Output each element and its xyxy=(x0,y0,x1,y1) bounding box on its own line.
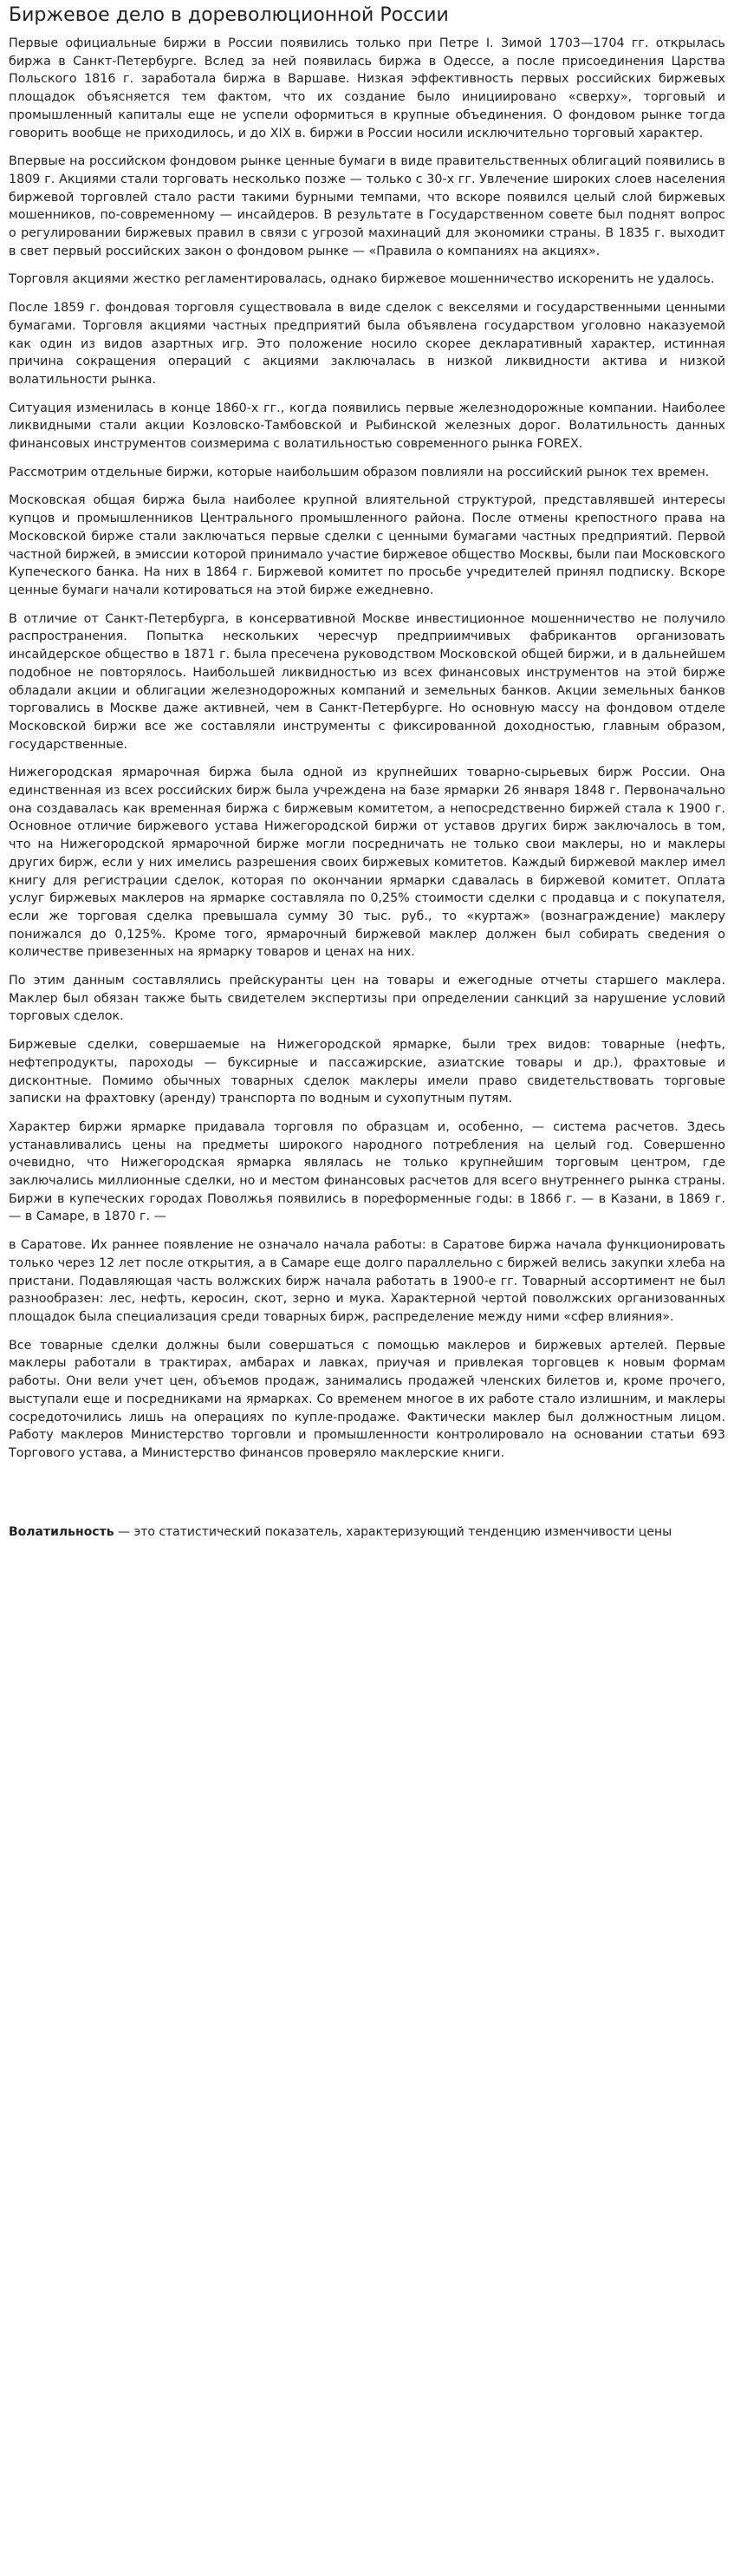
footnote xyxy=(9,1523,725,1542)
paragraph-14: Все товарные сделки должны были совершаться с помощью маклеров и биржевых артелей. Первые маклеры работали в трактирах, амбарах и лавках, приучая и привлекая торговцев к новым формам работы. Они вели учет цен, объемов продаж, занимались продажей членских билетов и, кроме прочего, выступали еще и посредниками на ярмарках. Со временем многое в их работе стало излишним, и маклеры сосредоточились лишь на операциях по купле-продаже. Фактически маклер был должностным лицом. Работу маклеров Министерство торговли и промышленности контролировало на основании статьи 693 Торгового устава, а Министерство финансов проверяло маклерские книги. xyxy=(9,1338,725,1460)
spacer xyxy=(9,1473,725,1523)
paragraph-11: Биржевые сделки, совершаемые на Нижегородской ярмарке, были трех видов: товарные (нефть, нефтепродукты, пароходы — буксирные и пассажирские, азиатские товары и др.), фрахтовые и дисконтные. Помимо обычных товарных сделок маклеры имели право свидетельствовать торговые записки на фрахтовку (аренду) транспорта по водным и сухопутным путям. xyxy=(9,1038,725,1106)
paragraph-1: Первые официальные биржи в России появились только при Петре I. Зимой 1703—1704 гг. открылась биржа в Санкт-Петербурге. Вслед за ней появилась биржа в Одессе, а после присоединения Царства Польского 1816 г. заработала биржа в Варшаве. Низкая эффективность первых российских биржевых площадок объясняется тем фактом, что их создание было инициировано «сверху», торговый и промышленный капиталы еще не успели оформиться в крупные объединения. О фондовом рынке тогда говорить вообще не приходилось, и до XIX в. биржи в России носили исключительно торговый характер. xyxy=(9,36,725,140)
footnote-text: — это статистический показатель, характеризующий тенденцию изменчивости цены xyxy=(114,1524,672,1539)
paragraph-3: Торговля акциями жестко регламентировалась, однако биржевое мошенничество искоренить не удалось. xyxy=(9,272,715,287)
paragraph-12: Характер биржи ярмарке придавала торговля по образцам и, особенно, — система расчетов. Здесь устанавливались цены на предметы широкого народного потребления на целый год. Совершенно очевидно, что Нижегородская ярмарка являлась не только крупнейшим торговым центром, где заключались миллионные сделки, но и местом финансовых расчетов для всего внутреннего рынка страны. Биржи в купеческих городах Поволжья появились в пореформенные годы: в 1866 г. — в Казани, в 1869 г. — в Самаре, в 1870 г. — xyxy=(9,1119,725,1224)
article-title: Биржевое дело в дореволюционной России xyxy=(9,4,449,26)
paragraph-2: Впервые на российском фондовом рынке ценные бумаги в виде правительственных облигаций появились в 1809 г. Акциями стали торговать несколько позже — только с 30-х гг. Увлечение широких слоев населения биржевой торговлей стало расти такими бурными темпами, что вскоре появился целый слой биржевых мошенников, по-современному — инсайдеров. В результате в Государственном совете был поднят вопрос о регулировании биржевых правил в связи с угрозой махинаций для экономики страны. В 1835 г. выходит в свет первый российских закон о фондовом рынке — «Правила о компаниях на акциях». xyxy=(9,154,725,258)
article-page xyxy=(0,3,734,1542)
paragraph-10: По этим данным составлялись прейскуранты цен на товары и ежегодные отчеты старшего маклера. Маклер был обязан также быть свидетелем экспертизы при определении санкций за нарушение условий торговых сделок. xyxy=(9,974,725,1024)
paragraph-6: Рассмотрим отдельные биржи, которые наибольшим образом повлияли на российский рынок тех времен. xyxy=(9,465,710,479)
paragraph-7: Московская общая биржа была наиболее крупной влиятельной структурой, представлявшей интересы купцов и промышленников Центрального промышленного района. После отмены крепостного права на Московской бирже стали заключаться первые сделки с ценными бумагами частных предприятий. Первой частной биржей, в эмиссии которой принимало участие биржевое общество Москвы, были паи Московского Купеческого банка. На них в 1864 г. Биржевой комитет по просьбе учредителей принял подписку. Вскоре ценные бумаги начали котироваться на этой бирже ежедневно. xyxy=(9,493,725,597)
paragraph-4: После 1859 г. фондовая торговля существовала в виде сделок с векселями и государственными ценными бумагами. Торговля акциями частных предприятий была объявлена государством уголовно наказуемой как один из видов азартных игр. Это положение носило скорее декларативный характер, истинная причина сокращения операций с акциями заключалась в низкой ликвидности актива и низкой волатильности рынка. xyxy=(9,301,725,387)
paragraph-9: Нижегородская ярмарочная биржа была одной из крупнейших товарно-сырьевых бирж России. Она единственная из всех российских бирж была учреждена на базе ярмарки 26 января 1848 г. Первоначально она создавалась как временная биржа с биржевым комитетом, а непосредственно биржей стала к 1900 г. Основное отличие биржевого устава Нижегородской биржи от уставов других бирж заключалось в том, что на Нижегородской ярмарочной бирже могли посредничать не только свои маклеры, но и маклеры других бирж, если у них имелись разрешения своих биржевых комитетов. Каждый биржевой маклер имел книгу для регистрации сделок, которая по окончании ярмарки сдавалась в биржевой комитет. Оплата услуг биржевых маклеров на ярмарке составляла по 0,25% стоимости сделки с продавца и с покупателя, если же торговая сделка превышала сумму 30 тыс. руб., то «куртаж» (вознаграждение) маклеру понижался до 0,125%. Кроме того, ярмарочный биржевой маклер должен был собирать сведения о количестве привезенных на ярмарку товаров и ценах на них. xyxy=(9,766,725,960)
paragraph-5: Ситуация изменилась в конце 1860-х гг., когда появились первые железнодорожные компании. Наиболее ликвидными стали акции Козловско-Тамбовской и Рыбинской железных дорог. Волатильность данных финансовых инструментов соизмерима с волатильностью современного рынка FOREX. xyxy=(9,401,725,452)
paragraph-13: в Саратове. Их раннее появление не означало начала работы: в Саратове биржа начала функционировать только через 12 лет после открытия, а в Самаре еще долго параллельно с биржей велись закупки хлеба на пристани. Подавляющая часть волжских бирж начала работать в 1900-е гг. Товарный ассортимент не был разнообразен: лес, нефть, керосин, скот, зерно и мука. Характерной чертой поволжских организованных площадок была специализация среди товарных бирж, распределение между ними «сфер влияния». xyxy=(9,1238,725,1324)
paragraph-8: В отличие от Санкт-Петербурга, в консервативной Москве инвестиционное мошенничество не получило распространения. Попытка нескольких чересчур предприимчивых фабрикантов организовать инсайдерское общество в 1871 г. была пресечена руководством Московской общей биржи, и в дальнейшем подобное не повторялось. Наибольшей ликвидностью из всех финансовых инструментов на этой бирже обладали акции и облигации железнодорожных компаний и земельных банков. Акции земельных банков торговались в Москве даже активней, чем в Санкт-Петербурге. Но основную массу на фондовом отделе Московской биржи все же составляли инструменты с фиксированной доходностью, главным образом, государственные. xyxy=(9,611,725,752)
footnote-term: Волатильность xyxy=(9,1524,114,1539)
